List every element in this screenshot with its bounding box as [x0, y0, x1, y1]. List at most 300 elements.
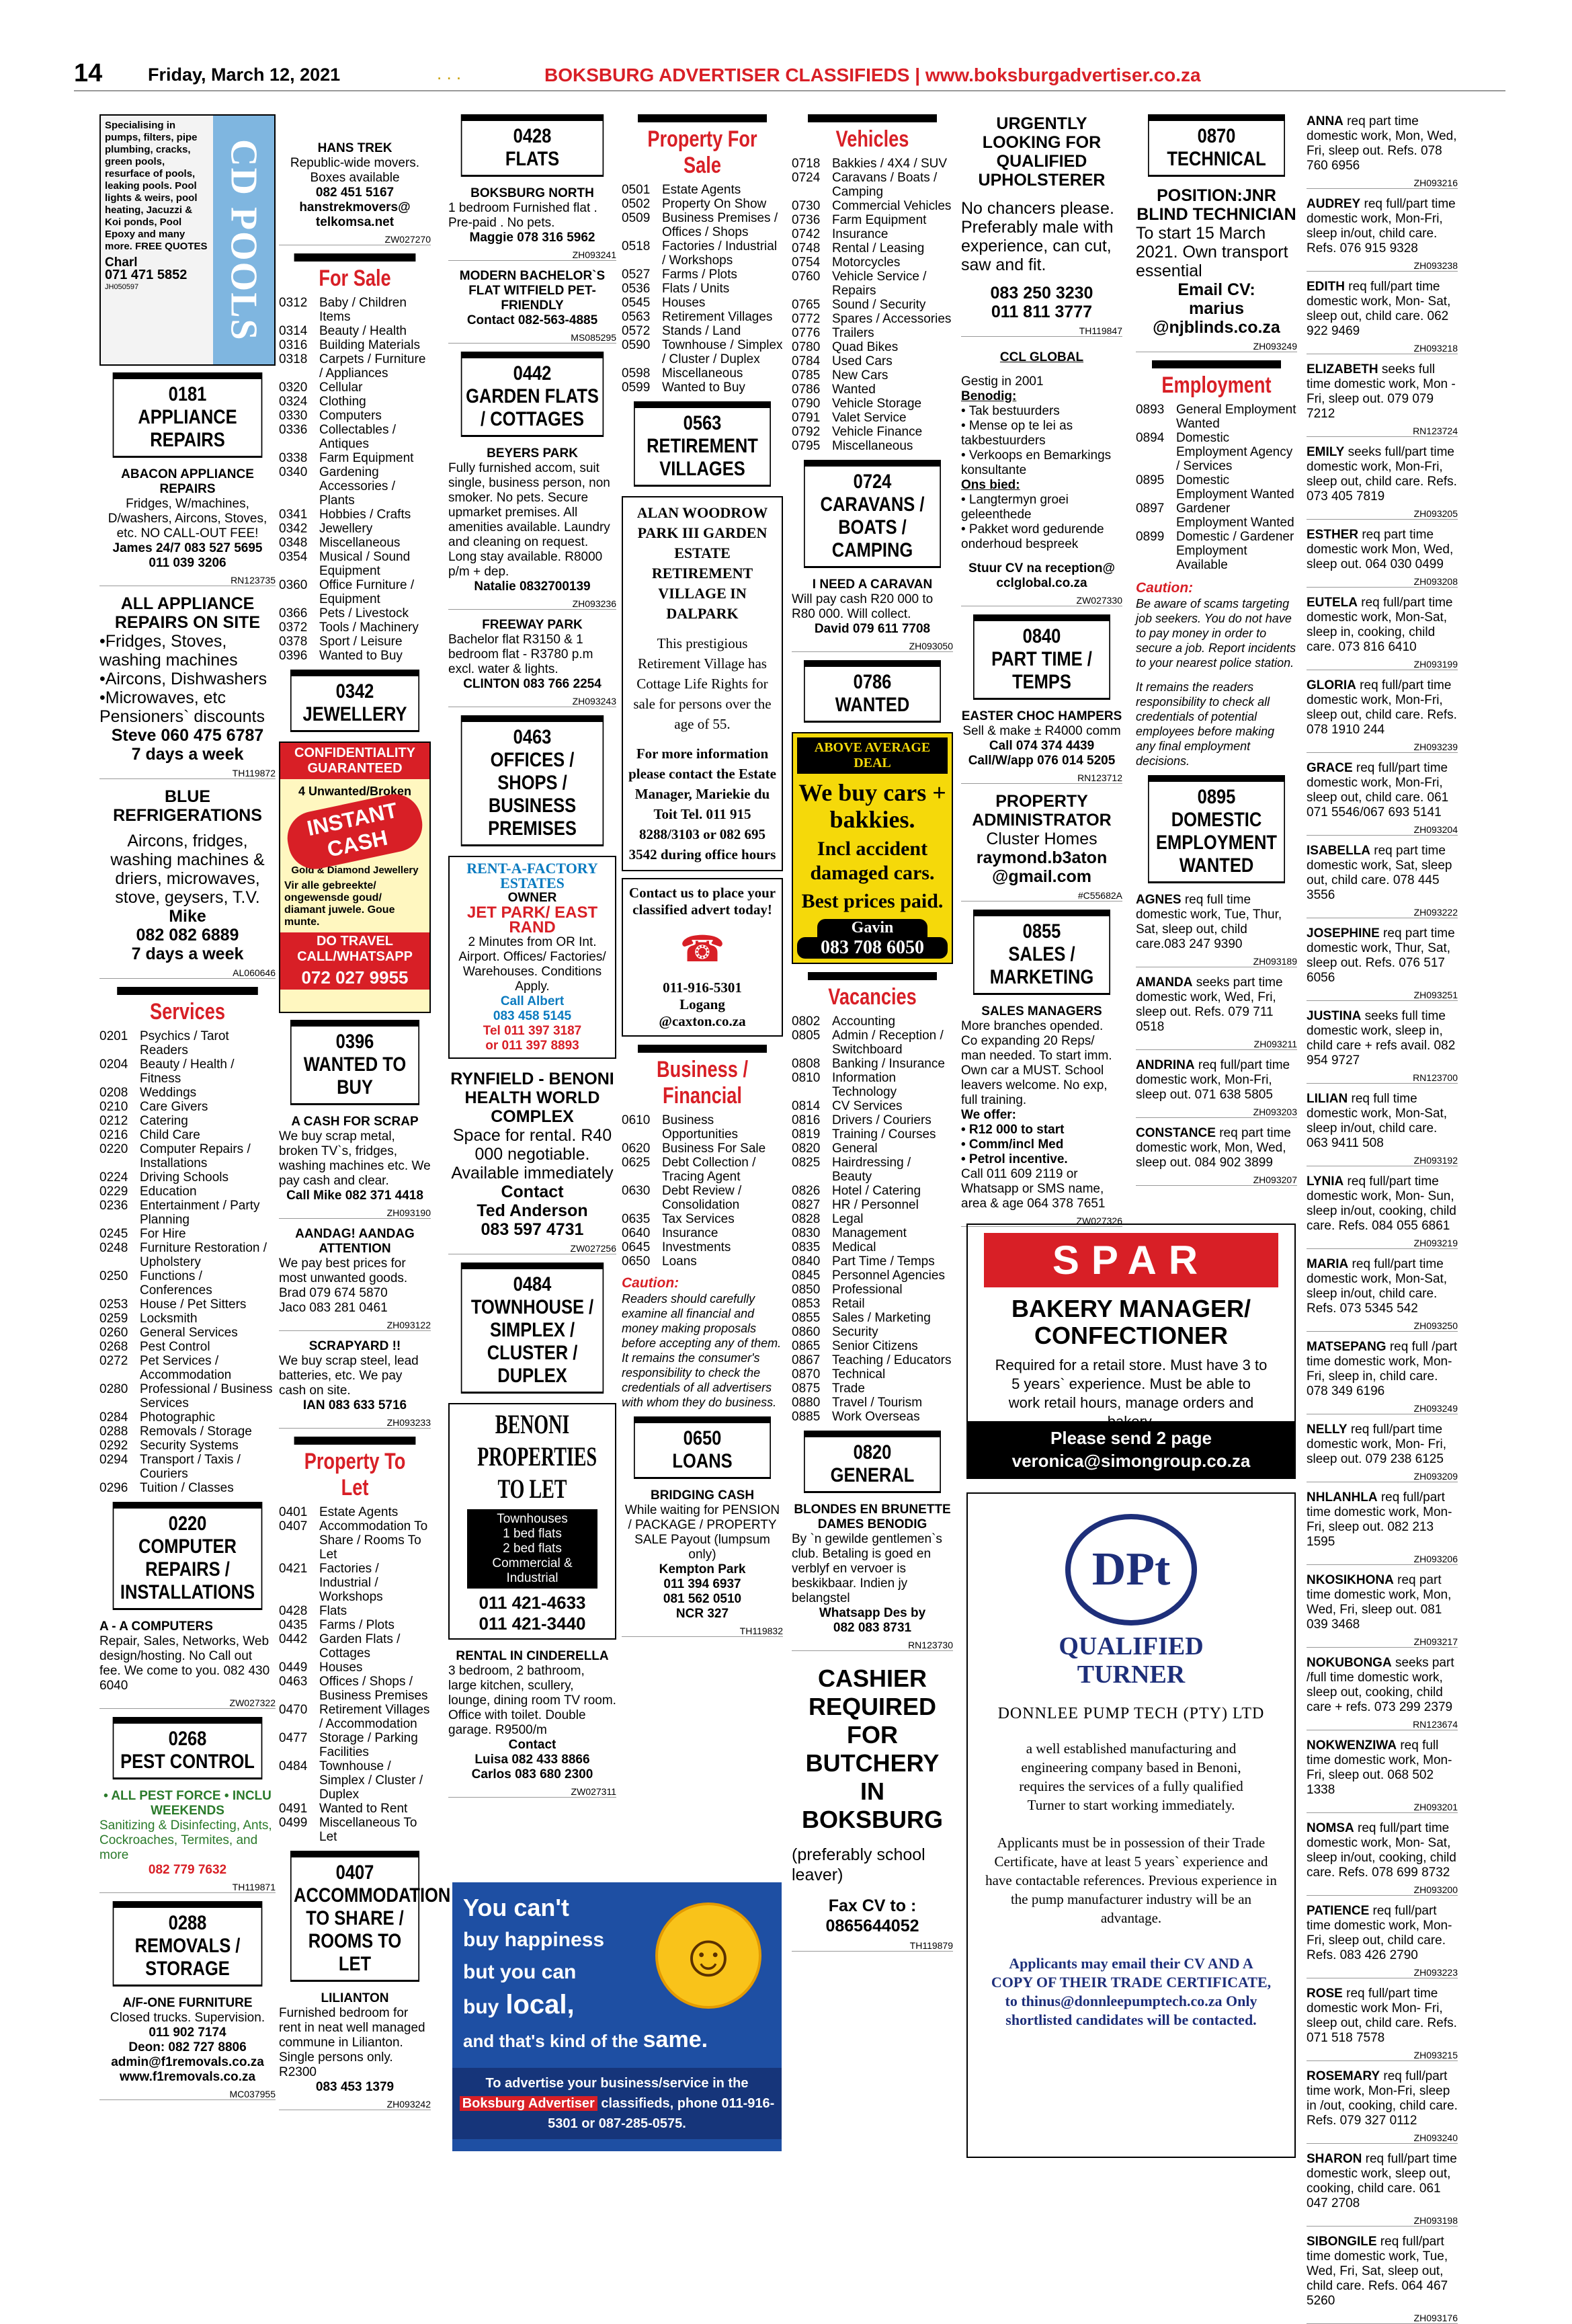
ad-name: NOMSA: [1307, 1821, 1354, 1835]
index-code: 0791: [792, 411, 821, 425]
ad-name: AUDREY: [1307, 197, 1361, 211]
index-code: 0312: [279, 296, 308, 310]
index-label: Quad Bikes: [832, 340, 899, 354]
domestic-ad: [1307, 678, 1458, 737]
ad-text: req full time domestic work, Tue, Thur, Sat, sleep out, child care.083 247 9390: [1136, 893, 1282, 951]
ad-text: req full/part time domestic work, Mon-Fri, sleep out. 082 213 1595: [1307, 1490, 1452, 1549]
caravan-title: I NEED A CARAVAN: [812, 577, 933, 592]
domestic-ad: [1307, 197, 1458, 256]
index-label: Sales / Marketing: [832, 1311, 931, 1325]
index-label: Business For Sale: [662, 1141, 766, 1156]
column-5: [792, 114, 953, 2192]
index-label: General: [832, 1141, 878, 1156]
index-row: [792, 1212, 953, 1226]
index-row: [792, 397, 953, 411]
raf-tel2: Tel 011 397 3187: [483, 1024, 582, 1038]
domestic-ad: [1307, 1257, 1458, 1316]
domestic-ad: [1307, 1573, 1458, 1632]
propsale-index: [622, 183, 783, 395]
index-code: 0545: [622, 296, 651, 310]
index-row: [99, 1057, 276, 1086]
index-label: Furniture Restoration / Upholstery: [140, 1241, 267, 1269]
index-label: Trade: [832, 1381, 865, 1396]
index-row: [279, 620, 431, 635]
bn-title: BOKSBURG NORTH: [470, 186, 594, 200]
index-label: Investments: [662, 1240, 731, 1254]
index-row: [792, 354, 953, 368]
cash-l1: 4 Unwanted/Broken: [298, 785, 412, 798]
heading-0268: 0268 PEST CONTROL: [113, 1717, 263, 1779]
index-row: [792, 213, 953, 227]
index-label: Care Givers: [140, 1100, 208, 1114]
index-code: 0724: [792, 171, 821, 185]
rynfield-title: RYNFIELD - BENONI HEALTH WORLD COMPLEX: [450, 1070, 614, 1126]
rynfield-name: Ted Anderson: [477, 1201, 588, 1220]
index-row: [622, 380, 783, 395]
column-6: [961, 114, 1122, 1244]
abacon-ad: [99, 467, 276, 571]
index-label: Hobbies / Crafts: [319, 508, 411, 522]
index-row: [1136, 431, 1297, 473]
abacon-body: Fridges, W/machines, D/washers, Aircons, Stoves, etc. NO CALL-OUT FEE!: [108, 497, 267, 540]
index-code: 0401: [279, 1505, 308, 1519]
benoni-l3: 2 bed flats: [503, 1541, 562, 1556]
ad-name: NHLANHLA: [1307, 1490, 1378, 1505]
column-7: [1136, 114, 1297, 1210]
index-code: 0825: [792, 1156, 821, 1170]
index-label: Flats / Units: [662, 282, 730, 296]
heading-0463: 0463 OFFICES / SHOPS / BUSINESS PREMISES: [461, 715, 604, 846]
index-row: [792, 383, 953, 397]
index-row: [792, 1396, 953, 1410]
index-code: 0780: [792, 340, 821, 354]
index-row: [279, 635, 431, 649]
header-dots: . . .: [437, 63, 462, 83]
proplet-index: [279, 1505, 431, 1844]
salesmgr-o1: • R12 000 to start: [961, 1123, 1065, 1137]
vacancies-index: [792, 1014, 953, 1424]
freeway-ref: ZH093243: [448, 696, 616, 707]
ad-name: ESTHER: [1307, 528, 1359, 542]
index-row: [622, 1184, 783, 1212]
ccl-benodig: Benodig:: [961, 389, 1017, 403]
scrapyard-ad: [279, 1339, 431, 1413]
index-code: 0899: [1136, 530, 1165, 544]
index-row: [279, 606, 431, 620]
index-code: 0625: [622, 1156, 651, 1170]
easter-call: Call 074 374 4439: [989, 739, 1095, 753]
index-label: Hotel / Catering: [832, 1184, 921, 1198]
pest-body: Sanitizing & Disinfecting, Ants, Cockroaches, Termites, and more: [99, 1818, 272, 1862]
index-label: House / Pet Sitters: [140, 1297, 247, 1312]
afone-body: Closed trucks. Supervision.: [110, 2011, 265, 2025]
heading-0407: 0407 ACCOMMODATION TO SHARE / ROOMS TO LET: [290, 1851, 419, 1982]
ad-ref: ZH093207: [1136, 1174, 1297, 1186]
ad-name: AMANDA: [1136, 975, 1193, 990]
salesmgr-ref: ZW027326: [961, 1215, 1122, 1227]
caravan-body: Will pay cash R20 000 to R80 000. Will collect.: [792, 592, 934, 621]
ad-text: seeks part time domestic work, Wed, Fri, sleep out. Refs. 079 711 0518: [1136, 975, 1283, 1034]
ad-name: AGNES: [1136, 893, 1182, 907]
index-label: Accounting: [832, 1014, 896, 1029]
allrep-contact: Steve 060 475 6787: [111, 726, 264, 745]
ad-text: req full/part time domestic work, Mon-Fri, sleep out, child care. Refs. 083 426 2790: [1307, 1904, 1452, 1962]
domestic-ad: [1307, 2152, 1458, 2211]
heading-0220: 0220 COMPUTER REPAIRS / INSTALLATIONS: [113, 1502, 263, 1610]
cind-ad: [448, 1649, 616, 1782]
index-code: 0428: [279, 1604, 308, 1618]
aad-name: Gavin: [817, 919, 927, 937]
ad-text: req full/part time domestic work Mon- Fri, sleep out, child care. Refs. 071 518 7578: [1307, 1987, 1457, 2045]
index-row: [792, 1156, 953, 1184]
index-code: 0742: [792, 227, 821, 241]
pest-ref: TH119871: [99, 1882, 276, 1893]
index-label: Bakkies / 4X4 / SUV: [832, 157, 948, 171]
index-code: 0640: [622, 1226, 651, 1240]
index-row: [792, 199, 953, 213]
index-row: [99, 1340, 276, 1354]
index-code: 0645: [622, 1240, 651, 1254]
index-label: Pets / Livestock: [319, 606, 409, 620]
index-code: 0245: [99, 1227, 128, 1241]
index-label: New Cars: [832, 368, 888, 383]
blondes-ad: [792, 1502, 953, 1636]
index-row: [279, 338, 431, 352]
ad-ref: ZH093250: [1307, 1320, 1458, 1332]
index-label: Wanted to Rent: [319, 1802, 408, 1816]
index-code: 0421: [279, 1562, 308, 1576]
index-label: Catering: [140, 1114, 188, 1128]
bn-ref: ZH093241: [448, 249, 616, 261]
afone-ref: MC037955: [99, 2089, 276, 2100]
index-code: 0598: [622, 366, 651, 380]
ccl-onsbied: Ons bied:: [961, 478, 1020, 492]
index-row: [99, 1185, 276, 1199]
beyers-contact: Natalie 0832700139: [474, 579, 591, 594]
index-row: [792, 241, 953, 255]
cd-pools-ref: JH050597: [105, 283, 139, 291]
ad-ref: RN123674: [1307, 1719, 1458, 1730]
alan-more: For more information please contact the Estate Manager, Mariekie du Toit Tel. 011 915 8288/3103 or 082 695 3542 during office hours: [628, 746, 776, 863]
heading-0820: 0820 GENERAL: [804, 1431, 941, 1493]
index-code: 0880: [792, 1396, 821, 1410]
index-code: 0484: [279, 1759, 308, 1773]
index-code: 0360: [279, 578, 308, 592]
bridging-title: BRIDGING CASH: [650, 1488, 755, 1502]
index-row: [279, 296, 431, 324]
index-code: 0776: [792, 326, 821, 340]
ad-text: req full/part time domestic work, Tue, Wed, Fri, Sat, sleep out, child care. Refs. 064 467 5260: [1307, 2235, 1448, 2308]
ad-name: CONSTANCE: [1136, 1126, 1216, 1140]
benoni-l4: Commercial & Industrial: [492, 1556, 573, 1585]
index-label: Stands / Land: [662, 324, 741, 338]
domestic-ad: [1307, 844, 1458, 903]
bridging-body: While waiting for PENSION / PACKAGE / PROPERTY SALE Payout (lumpsum only): [624, 1503, 780, 1562]
ad-ref: ZH093216: [1307, 177, 1458, 189]
index-row: [99, 1170, 276, 1185]
index-code: 0736: [792, 213, 821, 227]
index-row: [99, 1326, 276, 1340]
index-label: Garden Flats / Cottages: [319, 1632, 401, 1660]
aandag-ad: [279, 1227, 431, 1316]
index-row: [99, 1312, 276, 1326]
ad-ref: ZH093240: [1307, 2132, 1458, 2144]
spar-ad: [966, 1224, 1296, 1479]
index-row: [99, 1142, 276, 1170]
afone-ad: [99, 1996, 276, 2085]
index-row: [99, 1382, 276, 1410]
raf-t1: RENT-A-FACTORY ESTATES: [466, 860, 598, 891]
bridging-ncr: NCR 327: [675, 1607, 729, 1621]
index-row: [792, 1141, 953, 1156]
index-label: Motorcycles: [832, 255, 901, 270]
index-code: 0340: [279, 465, 308, 479]
emp-caution: Be aware of scams targeting job seekers. You do not have to pay money in order to secure a job. Report incidents to your nearest police station.: [1136, 597, 1296, 670]
index-code: 0765: [792, 298, 821, 312]
index-code: 0318: [279, 352, 308, 366]
index-code: 0248: [99, 1241, 128, 1255]
ad-ref: ZH093239: [1307, 742, 1458, 753]
index-row: [792, 1311, 953, 1325]
index-code: 0201: [99, 1029, 128, 1043]
domestic-ad: [1307, 1987, 1458, 2046]
index-code: 0272: [99, 1354, 128, 1368]
index-label: Farms / Plots: [662, 268, 737, 282]
index-code: 0760: [792, 270, 821, 284]
index-row: [792, 255, 953, 270]
heading-0650: 0650 LOANS: [634, 1416, 771, 1479]
index-row: [622, 239, 783, 268]
index-row: [279, 409, 431, 423]
index-code: 0772: [792, 312, 821, 326]
blue-tel: 082 082 6889: [136, 926, 239, 945]
blondes-body: By `n gewilde gentlemen`s club. Betaling is goed en verblyf en vervoer is beskikbaar. Indien jy belangstel: [792, 1532, 942, 1605]
hans-title: HANS TREK: [317, 141, 392, 155]
hans-body: Republic-wide movers. Boxes available: [290, 156, 420, 185]
blue-ad: [99, 787, 276, 963]
tech-body: To start 15 March 2021. Own transport essential: [1136, 224, 1288, 280]
emp-caution2: It remains the readers responsibility to check all credentials of potential employees before making any final employment decisions.: [1136, 680, 1275, 768]
index-label: Retirement Villages / Accommodation: [319, 1703, 430, 1731]
ad-text: seeks part /full time domestic work, sleep out, cooking, child care + refs. 073 299 2379: [1307, 1656, 1454, 1714]
ad-text: req part time domestic work, Mon, Wed, Fri, sleep out. Refs. 078 760 6956: [1307, 114, 1457, 173]
ad-text: req part time domestic work Mon, Wed, sleep out. 064 030 0499: [1307, 528, 1454, 571]
index-label: Admin / Reception / Switchboard: [832, 1029, 944, 1057]
ad-name: ANNA: [1307, 114, 1343, 128]
lil-body: Furnished bedroom for rent in neat well managed commune in Lilianton. Single persons only. R2300: [279, 2006, 425, 2079]
index-label: Wanted to Buy: [319, 649, 403, 663]
index-code: 0396: [279, 649, 308, 663]
ad-ref: ZH093215: [1307, 2050, 1458, 2061]
aad-l1: We buy cars + bakkies.: [798, 779, 946, 833]
rynfield-ad: [448, 1070, 616, 1239]
index-row: [279, 536, 431, 550]
index-code: 0338: [279, 451, 308, 465]
index-row: [279, 1703, 431, 1731]
index-code: 0650: [622, 1254, 651, 1269]
index-label: Pest Control: [140, 1340, 210, 1354]
index-row: [99, 1354, 276, 1382]
index-row: [792, 1297, 953, 1311]
raf-t2: JET PARK/ EAST RAND: [466, 904, 598, 936]
pa-sub: Cluster Homes: [986, 830, 1098, 848]
abacon-title: ABACON APPLIANCE REPAIRS: [121, 467, 254, 496]
ad-text: req full time domestic work, Mon-Fri, sleep out. 068 502 1338: [1307, 1738, 1452, 1797]
pest-ad: [99, 1789, 276, 1878]
bridging-ad: [622, 1488, 783, 1621]
index-code: 0635: [622, 1212, 651, 1226]
index-label: Senior Citizens: [832, 1339, 918, 1353]
easter-ad: [961, 709, 1122, 768]
index-code: 0259: [99, 1312, 128, 1326]
index-code: 0536: [622, 282, 651, 296]
dpt-title: QUALIFIED TURNER: [1059, 1632, 1204, 1689]
index-row: [279, 1759, 431, 1802]
index-label: Loans: [662, 1254, 697, 1269]
index-row: [99, 1100, 276, 1114]
index-row: [792, 1339, 953, 1353]
urgent-ref: TH119847: [961, 325, 1122, 337]
freeway-contact: CLINTON 083 766 2254: [463, 677, 602, 691]
index-row: [792, 1029, 953, 1057]
scrapyard-contact: IAN 083 633 5716: [302, 1398, 407, 1412]
ad-text: req full/part time domestic work, Mon- Sun, sleep in/out, cooking, child care. Refs. 084 055 6861: [1307, 1174, 1456, 1233]
domestic-ad: [1307, 1092, 1458, 1151]
index-label: General Services: [140, 1326, 238, 1340]
index-row: [622, 268, 783, 282]
freeway-title: FREEWAY PARK: [482, 618, 583, 632]
blue-days: 7 days a week: [131, 945, 244, 963]
index-code: 0449: [279, 1660, 308, 1675]
index-code: 0320: [279, 380, 308, 395]
aandag-jaco: Jaco 083 281 0461: [279, 1301, 388, 1315]
domestic-ad: [1136, 1126, 1297, 1170]
scrap-ref: ZH093190: [279, 1207, 431, 1219]
index-label: Beauty / Health / Fitness: [140, 1057, 235, 1086]
acomp-body: Repair, Sales, Networks, Web design/hosting. No Call out fee. We come to you. 082 430 6040: [99, 1634, 270, 1693]
benoni-tel1: 011 421-4633: [479, 1593, 586, 1613]
cash-l2: INSTANT CASH: [282, 789, 427, 874]
aad-l3: Best prices paid.: [801, 890, 944, 912]
index-row: [99, 1453, 276, 1481]
index-label: Hairdressing / Beauty: [832, 1156, 911, 1184]
index-row: [99, 1297, 276, 1312]
index-code: 0224: [99, 1170, 128, 1185]
index-code: 0816: [792, 1113, 821, 1127]
acomp-title: A - A COMPUTERS: [99, 1619, 213, 1634]
domestic-ad: [1307, 761, 1458, 820]
contact-us-title: Contact us to place your classified advert today!: [628, 885, 776, 918]
index-label: Information Technology: [832, 1071, 897, 1099]
rynfield-contact: Contact: [501, 1183, 564, 1201]
dpt-body2: Applicants must be in possession of their Trade Certificate, have at least 5 years` experience and have contactable references. Previous experience in the pump manufacturer industry will be an advantage.: [985, 1835, 1277, 1926]
ad-ref: ZH093251: [1307, 990, 1458, 1001]
index-code: 0253: [99, 1297, 128, 1312]
raf-tel1: 083 458 5145: [493, 1009, 572, 1023]
blue-title: BLUE REFRIGERATIONS: [113, 787, 262, 825]
index-label: Part Time / Temps: [832, 1254, 935, 1269]
index-row: [622, 296, 783, 310]
index-row: [622, 1156, 783, 1184]
index-code: 0870: [792, 1367, 821, 1381]
blue-body: Aircons, fridges, washing machines & driers, microwaves, stove, geysers, T.V.: [110, 832, 265, 907]
propsale-heading: Property For Sale: [638, 114, 767, 179]
index-label: Property On Show: [662, 197, 767, 211]
caravan-ref: ZH093050: [792, 641, 953, 652]
index-code: 0785: [792, 368, 821, 383]
ad-ref: ZH093201: [1307, 1802, 1458, 1813]
index-row: [99, 1128, 276, 1142]
salesmgr-o3: • Petrol incentive.: [961, 1152, 1068, 1166]
pa-title: PROPERTY ADMINISTRATOR: [972, 792, 1112, 830]
index-label: Management: [832, 1226, 907, 1240]
ccl-ref: ZW027330: [961, 595, 1122, 606]
aad-l2: Incl accident damaged cars.: [810, 838, 935, 884]
abacon-contact: James 24/7 083 527 5695: [112, 541, 263, 555]
index-label: Accommodation To Share / Rooms To Let: [319, 1519, 428, 1562]
ad-name: LYNIA: [1307, 1174, 1344, 1189]
index-row: [279, 395, 431, 409]
bridging-name: Kempton Park: [659, 1562, 746, 1576]
index-label: Caravans / Boats / Camping: [832, 171, 938, 199]
index-label: Miscellaneous: [319, 536, 401, 550]
index-code: 0819: [792, 1127, 821, 1141]
index-label: Vehicle Finance: [832, 425, 923, 439]
afone-deon: Deon: 082 727 8806: [128, 2040, 247, 2054]
cd-pools-logo: CD POOLS: [222, 138, 265, 342]
happy-l5: and that's kind of the: [463, 2031, 638, 2051]
pa-ref: #C55682A: [961, 890, 1122, 901]
index-label: Retail: [832, 1297, 865, 1311]
index-code: 0784: [792, 354, 821, 368]
index-code: 0336: [279, 423, 308, 437]
index-row: [279, 352, 431, 380]
scrapyard-body: We buy scrap steel, lead batteries, etc. We pay cash on site.: [279, 1354, 419, 1398]
index-row: [622, 1226, 783, 1240]
benoni-tel2: 011 421-3440: [479, 1613, 586, 1634]
ad-ref: ZH093249: [1307, 1403, 1458, 1414]
ccl-title: CCL GLOBAL: [999, 350, 1084, 364]
index-label: Security: [832, 1325, 878, 1339]
index-label: Training / Courses: [832, 1127, 936, 1141]
index-row: [279, 1562, 431, 1604]
cashier-fax: Fax CV to : 0865644052: [825, 1896, 919, 1935]
index-label: Travel / Tourism: [832, 1396, 923, 1410]
index-code: 0563: [622, 310, 651, 324]
benoni-ad: [448, 1403, 616, 1640]
index-row: [792, 368, 953, 383]
index-code: 0827: [792, 1198, 821, 1212]
index-label: Office Furniture / Equipment: [319, 578, 415, 606]
scrap-title: A CASH FOR SCRAP: [291, 1115, 419, 1129]
employment-index: [1136, 403, 1297, 572]
index-code: 0828: [792, 1212, 821, 1226]
ccl-o2: • Pakket word gedurende onderhoud bespreek: [961, 522, 1104, 551]
cind-title: RENTAL IN CINDERELLA: [456, 1649, 609, 1663]
index-row: [792, 1269, 953, 1283]
dpt-ad: [966, 1492, 1296, 2158]
index-label: Used Cars: [832, 354, 893, 368]
index-code: 0840: [792, 1254, 821, 1269]
ad-name: EDITH: [1307, 280, 1345, 294]
happy-l7: classifieds, phone 011-916-5301 or 087-285-0575.: [548, 2096, 775, 2131]
allrep-title: ALL APPLIANCE REPAIRS ON SITE: [114, 594, 261, 632]
beyers-title: BEYERS PARK: [487, 446, 578, 460]
heading-0870: 0870 TECHNICAL: [1148, 114, 1285, 177]
lil-title: LILIANTON: [321, 1991, 389, 2005]
index-row: [279, 1632, 431, 1660]
index-label: Weddings: [140, 1086, 197, 1100]
